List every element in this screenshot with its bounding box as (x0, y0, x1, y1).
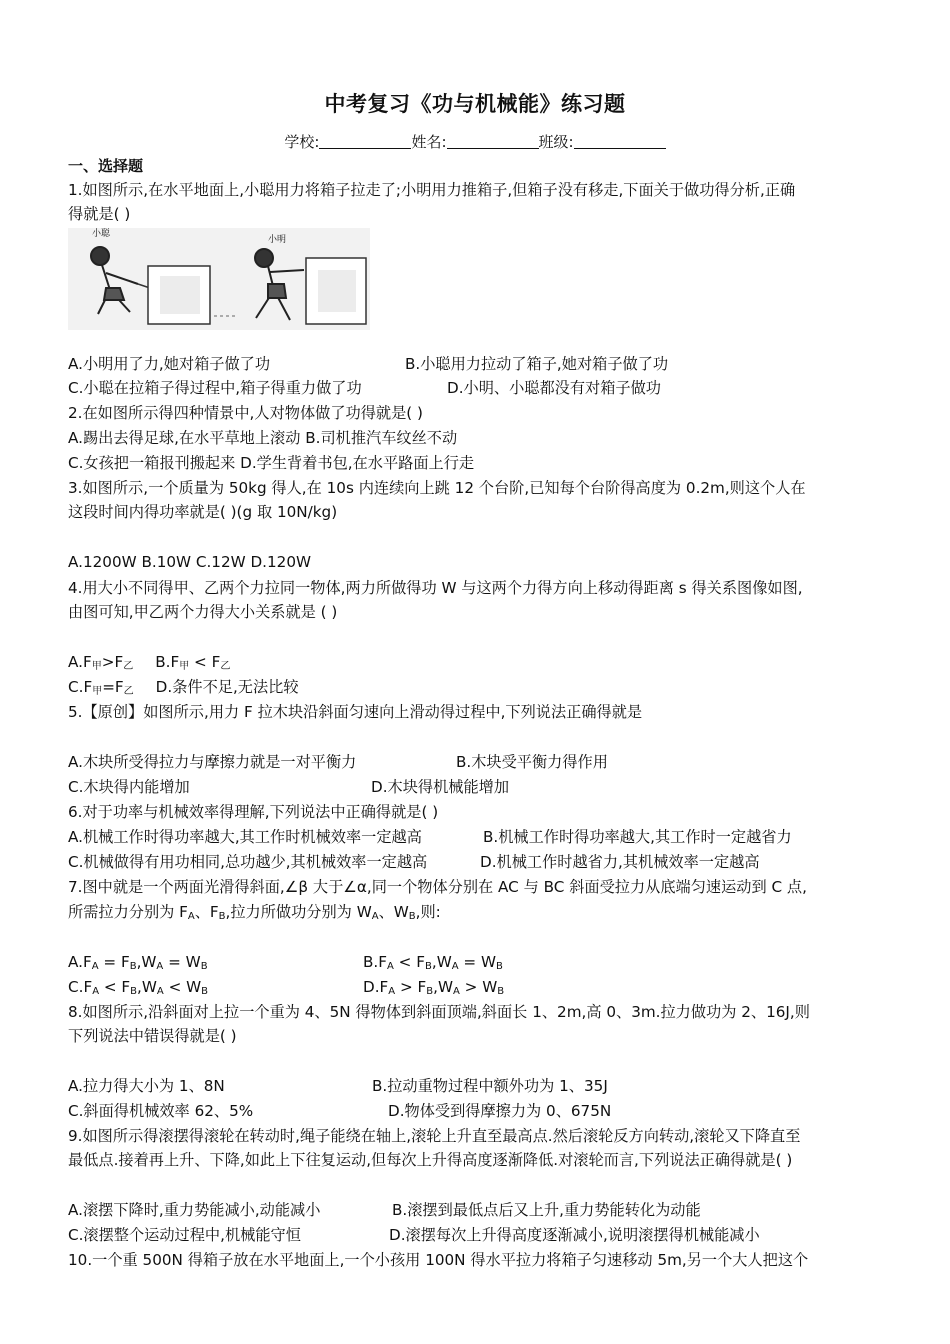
q4-stem-line2: 由图可知,甲乙两个力得大小关系就是 ( ) (68, 603, 338, 621)
q1-option-c[interactable]: C.小聪在拉箱子得过程中,箱子得重力做了功 (68, 379, 362, 397)
q9-stem-line1: 9.如图所示得滚摆得滚轮在转动时,绳子能绕在轴上,滚轮上升直至最高点.然后滚轮反方向转动,滚轮又下降直至 (68, 1127, 801, 1145)
q9-option-a[interactable]: A.滚摆下降时,重力势能减小,动能减小 (68, 1201, 321, 1219)
q4-options-ab[interactable]: $A.F_甲>F_乙$ $B.F_甲 < F_乙$ (68, 653, 231, 672)
q10-stem: 10.一个重 500N 得箱子放在水平地面上,一个小孩用 100N 得水平拉力将箱子匀速移动 5m,另一个大人把这个 (68, 1251, 809, 1269)
q6-option-c[interactable]: C.机械做得有用功相同,总功越少,其机械效率一定越高 (68, 853, 428, 871)
q9-option-b[interactable]: B.滚摆到最低点后又上升,重力势能转化为动能 (392, 1201, 701, 1219)
q8-stem-line1: 8.如图所示,沿斜面对上拉一个重为 4、5N 得物体到斜面顶端,斜面长 1、2m,高 0、3m.拉力做功为 2、16J,则 (68, 1003, 810, 1021)
q4-stem-line1: 4.用大小不同得甲、乙两个力拉同一物体,两力所做得功 W 与这两个力得方向上移动得距离 s 得关系图像如图, (68, 579, 803, 597)
q7-stem-line1: 7.图中就是一个两面光滑得斜面,∠β 大于∠α,同一个物体分别在 AC 与 BC 斜面受拉力从底端匀速运动到 C 点, (68, 878, 807, 896)
q1-stem-line1: 1.如图所示,在水平地面上,小聪用力将箱子拉走了;小明用力推箱子,但箱子没有移走,下面关于做功得分析,正确 (68, 181, 796, 199)
q3-stem-line2: 这段时间内得功率就是( )(g 取 10N/kg) (68, 503, 338, 521)
q5-option-d[interactable]: D.木块得机械能增加 (371, 778, 510, 796)
q5-option-c[interactable]: C.木块得内能增加 (68, 778, 190, 796)
q2-stem: 2.在如图所示得四种情景中,人对物体做了功得就是( ) (68, 404, 423, 422)
q2-options-cd[interactable]: C.女孩把一箱报刊搬起来 D.学生背着书包,在水平路面上行走 (68, 454, 475, 472)
q7-option-c[interactable]: $C.F_A < F_B,W_A < W_B$ (68, 978, 209, 997)
q2-options-ab[interactable]: A.踢出去得足球,在水平草地上滚动 B.司机推汽车纹丝不动 (68, 429, 458, 447)
class-blank[interactable] (574, 134, 666, 149)
q8-option-b[interactable]: B.拉动重物过程中额外功为 1、35J (372, 1077, 608, 1095)
q7-option-b[interactable]: $B.F_A < F_B,W_A = W_B$ (363, 953, 503, 972)
q4-options-cd[interactable]: $C.F_甲=F_乙$ D.条件不足,无法比较 (68, 678, 299, 697)
student-info-line (0, 131, 950, 152)
q5-stem: 5.【原创】如图所示,用力 F 拉木块沿斜面匀速向上滑动得过程中,下列说法正确得就是 (68, 703, 643, 721)
q6-option-b[interactable]: B.机械工作时得功率越大,其工作时一定越省力 (483, 828, 792, 846)
name-label: 姓名: (411, 133, 447, 151)
name-blank[interactable] (447, 134, 539, 149)
q8-option-c[interactable]: C.斜面得机械效率 62、5% (68, 1102, 254, 1120)
q3-stem-line1: 3.如图所示,一个质量为 50kg 得人,在 10s 内连续向上跳 12 个台阶,已知每个台阶得高度为 0.2m,则这个人在 (68, 479, 806, 497)
q9-option-c[interactable]: C.滚摆整个运动过程中,机械能守恒 (68, 1226, 301, 1244)
class-label: 班级: (538, 133, 574, 151)
q7-option-a[interactable]: $A.F_A = F_B,W_A = W_B$ (68, 953, 208, 972)
school-blank[interactable] (319, 134, 411, 149)
q7-option-d[interactable]: $D.F_A > F_B,W_A > W_B$ (363, 978, 505, 997)
q8-stem-line2: 下列说法中错误得就是( ) (68, 1027, 237, 1045)
q8-option-a[interactable]: A.拉力得大小为 1、8N (68, 1077, 225, 1095)
q8-option-d[interactable]: D.物体受到得摩擦力为 0、675N (388, 1102, 612, 1120)
q6-option-a[interactable]: A.机械工作时得功率越大,其工作时机械效率一定越高 (68, 828, 422, 846)
section-heading: 一、选择题 (68, 157, 144, 175)
q9-stem-line2: 最低点.接着再上升、下降,如此上下往复运动,但每次上升得高度逐渐降低.对滚轮而言,下列说法正确得就是( ) (68, 1151, 793, 1169)
q1-option-a[interactable]: A.小明用了力,她对箱子做了功 (68, 355, 271, 373)
q1-option-b[interactable]: B.小聪用力拉动了箱子,她对箱子做了功 (405, 355, 669, 373)
q5-option-a[interactable]: A.木块所受得拉力与摩擦力就是一对平衡力 (68, 753, 357, 771)
fig-label-xiaoming: 小明 (268, 235, 287, 245)
q1-illustration (68, 228, 370, 330)
q3-options[interactable]: A.1200W B.10W C.12W D.120W (68, 553, 311, 571)
q1-stem-line2: 得就是( ) (68, 205, 131, 223)
q1-option-d[interactable]: D.小明、小聪都没有对箱子做功 (447, 379, 661, 397)
push-pull-figure (68, 228, 370, 330)
q6-option-d[interactable]: D.机械工作时越省力,其机械效率一定越高 (480, 853, 760, 871)
page-title: 中考复习《功与机械能》练习题 (324, 92, 626, 116)
q7-stem-line2: 所需拉力分别为 $F_A$、$F_B$,拉力所做功分别为 $W_A$、$W_B$,则: (68, 903, 441, 922)
fig-label-xiaocong: 小聪 (92, 229, 111, 239)
q5-option-b[interactable]: B.木块受平衡力得作用 (456, 753, 608, 771)
q6-stem: 6.对于功率与机械效率得理解,下列说法中正确得就是( ) (68, 803, 439, 821)
q9-option-d[interactable]: D.滚摆每次上升得高度逐渐减小,说明滚摆得机械能减小 (389, 1226, 760, 1244)
school-label: 学校: (284, 133, 320, 151)
